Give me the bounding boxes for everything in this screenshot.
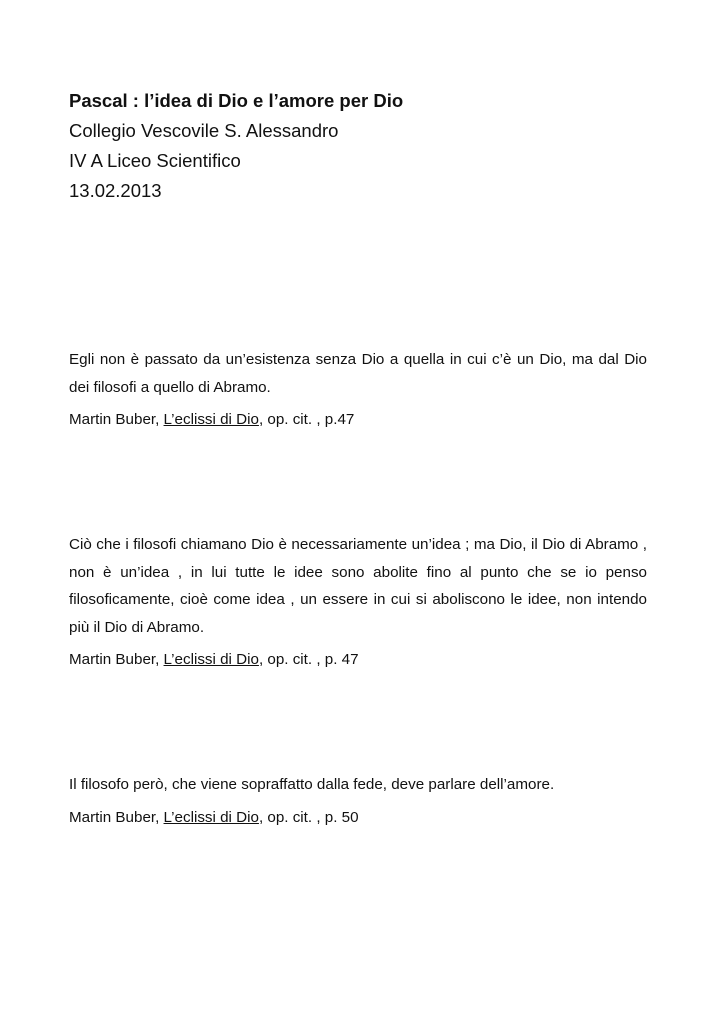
citation-book-title: L’eclissi di Dio: [163, 808, 259, 826]
class-name: IV A Liceo Scientifico: [69, 150, 241, 171]
citation-book-title: L’eclissi di Dio: [163, 651, 259, 668]
school-name: Collegio Vescovile S. Alessandro: [69, 120, 339, 141]
citation: [69, 649, 647, 671]
document-title: Pascal : l’idea di Dio e l’amore per Dio: [69, 90, 404, 111]
quote-text: Ciò che i filosofi chiamano Dio è necessariamente un’idea ; ma Dio, il Dio di Abramo , non è un’idea , in lui tutte le idee sono abolite fino al punto che se io penso filosoficamente, cioè come idea , un essere in cui si aboliscono le idee, non intendo più il Dio di Abramo.: [69, 536, 647, 636]
citation-reference: , op. cit. , p.47: [258, 411, 355, 428]
citation-author: Martin Buber,: [69, 808, 164, 826]
citation: [69, 807, 647, 829]
quote-block-1: [69, 346, 647, 431]
document-header: [69, 86, 669, 206]
quote-text: Il filosofo però, che viene sopraffatto dalla fede, deve parlare dell’amore.: [69, 776, 555, 793]
quote-block-2: [69, 531, 647, 671]
document-date: 13.02.2013: [69, 180, 162, 201]
citation: [69, 409, 647, 431]
quote-block-3: [69, 771, 647, 829]
citation-author: Martin Buber,: [69, 651, 164, 668]
citation-book-title: L’eclissi di Dio: [163, 411, 259, 428]
quote-text: Egli non è passato da un’esistenza senza Dio a quella in cui c’è un Dio, ma dal Dio dei filosofi a quello di Abramo.: [69, 351, 647, 396]
citation-reference: , op. cit. , p. 50: [258, 808, 359, 826]
citation-author: Martin Buber,: [69, 411, 164, 428]
citation-reference: , op. cit. , p. 47: [258, 651, 359, 668]
